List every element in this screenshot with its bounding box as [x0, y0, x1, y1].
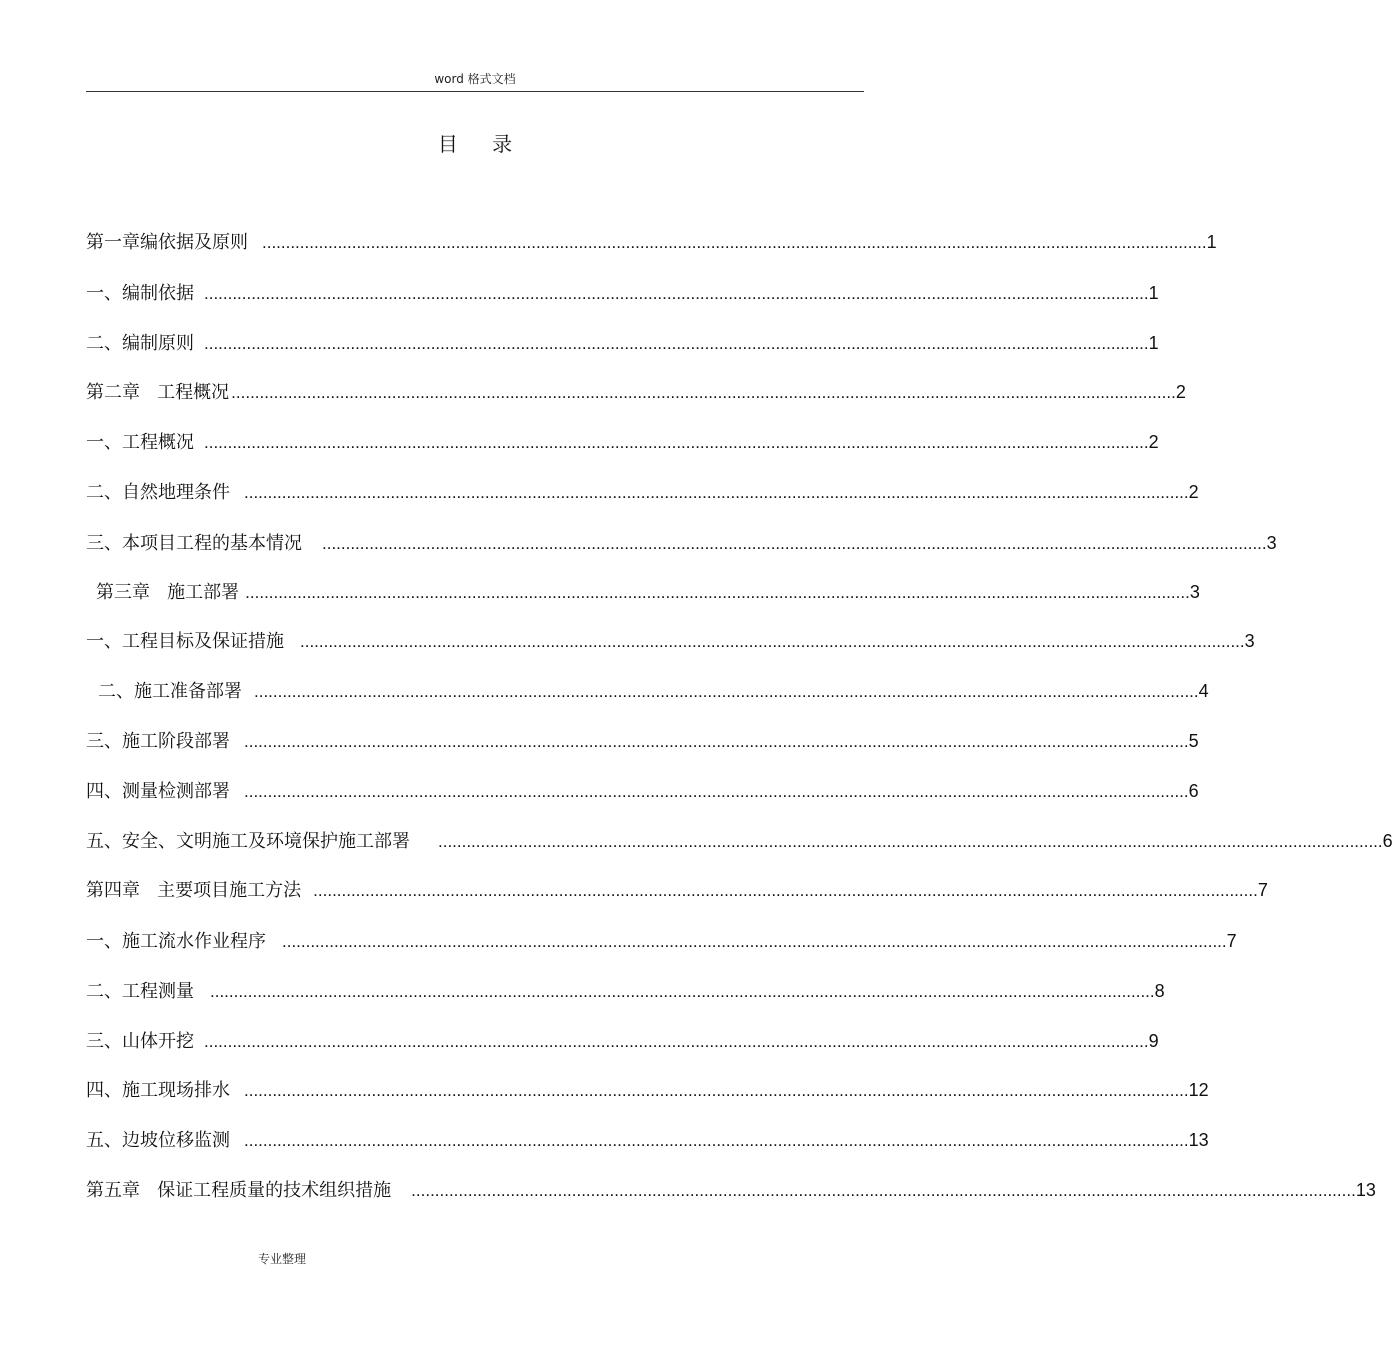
toc-entry[interactable]	[86, 728, 1199, 754]
toc-entry-label: 第五章 保证工程质量的技术组织措施	[86, 1180, 392, 1201]
toc-entry[interactable]	[86, 828, 1393, 854]
toc-entry[interactable]	[86, 479, 1199, 505]
toc-entry-label: 第二章 工程概况	[86, 382, 230, 403]
toc-entry-label: 二、施工准备部署	[98, 681, 242, 702]
toc-leader-dots: ........................................................................................................................................................................................................	[244, 483, 1189, 502]
toc-entry-page: 1	[1148, 283, 1159, 303]
toc-entry-page: 2	[1148, 432, 1159, 452]
toc-entry-label: 二、工程测量	[86, 981, 194, 1002]
toc-entry[interactable]	[86, 628, 1255, 654]
toc-entry-page: 6	[1382, 831, 1393, 851]
toc-entry-page: 13	[1355, 1180, 1376, 1200]
toc-entry-label: 第四章 主要项目施工方法	[86, 880, 302, 901]
toc-entry[interactable]	[86, 877, 1268, 903]
toc-leader-dots: ........................................................................................................................................................................................................	[244, 1081, 1189, 1100]
toc-entry-page: 1	[1206, 232, 1217, 252]
toc-entry-page: 3	[1244, 631, 1255, 651]
toc-entry-label: 五、安全、文明施工及环境保护施工部署	[86, 831, 410, 852]
toc-entry[interactable]	[86, 1177, 1376, 1203]
toc-leader-dots: ........................................................................................................................................................................................................	[204, 433, 1149, 452]
toc-entry-label: 三、本项目工程的基本情况	[86, 533, 302, 554]
toc-entry-page: 8	[1154, 981, 1165, 1001]
toc-entry-label: 三、山体开挖	[86, 1031, 194, 1052]
toc-entry-label: 二、编制原则	[86, 333, 194, 354]
toc-entry-label: 一、编制依据	[86, 283, 194, 304]
toc-leader-dots: ........................................................................................................................................................................................................	[204, 1032, 1149, 1051]
toc-entry[interactable]	[86, 778, 1199, 804]
toc-entry[interactable]	[98, 678, 1209, 704]
toc-entry-label: 第一章编依据及原则	[86, 232, 248, 253]
toc-entry[interactable]	[86, 1077, 1209, 1103]
toc-entry-page: 7	[1226, 931, 1237, 951]
toc-entry-label: 第三章 施工部署	[96, 582, 240, 603]
page-header: word 格式文档	[434, 72, 516, 86]
toc-entry[interactable]	[86, 330, 1159, 356]
toc-entry[interactable]	[86, 978, 1165, 1004]
toc-entry-label: 五、边坡位移监测	[86, 1130, 230, 1151]
toc-entry-page: 4	[1198, 681, 1209, 701]
toc-entry[interactable]	[86, 1028, 1159, 1054]
toc-entry-page: 12	[1188, 1080, 1209, 1100]
toc-leader-dots: ........................................................................................................................................................................................................	[231, 383, 1176, 402]
toc-leader-dots: ........................................................................................................................................................................................................	[262, 233, 1207, 252]
toc-leader-dots: ........................................................................................................................................................................................................	[245, 583, 1190, 602]
toc-entry-label: 三、施工阶段部署	[86, 731, 230, 752]
toc-leader-dots: ........................................................................................................................................................................................................	[322, 534, 1267, 553]
toc-entry-page: 6	[1188, 781, 1199, 801]
toc-entry[interactable]	[86, 429, 1159, 455]
toc-leader-dots: ........................................................................................................................................................................................................	[438, 832, 1383, 851]
toc-entry-page: 3	[1189, 582, 1200, 602]
toc-leader-dots: ........................................................................................................................................................................................................	[411, 1181, 1356, 1200]
toc-title: 目 录	[437, 132, 527, 156]
toc-leader-dots: ........................................................................................................................................................................................................	[254, 682, 1199, 701]
toc-leader-dots: ........................................................................................................................................................................................................	[313, 881, 1258, 900]
toc-entry-page: 5	[1188, 731, 1199, 751]
toc-entry[interactable]	[86, 530, 1277, 556]
page-footer: 专业整理	[258, 1252, 307, 1266]
toc-leader-dots: ........................................................................................................................................................................................................	[204, 334, 1149, 353]
toc-leader-dots: ........................................................................................................................................................................................................	[244, 732, 1189, 751]
toc-entry-label: 一、工程目标及保证措施	[86, 631, 284, 652]
toc-entry[interactable]	[86, 280, 1159, 306]
toc-entry-page: 1	[1148, 333, 1159, 353]
toc-leader-dots: ........................................................................................................................................................................................................	[210, 982, 1155, 1001]
toc-leader-dots: ........................................................................................................................................................................................................	[244, 782, 1189, 801]
toc-entry[interactable]	[86, 1127, 1209, 1153]
toc-leader-dots: ........................................................................................................................................................................................................	[244, 1131, 1189, 1150]
toc-entry-page: 7	[1257, 880, 1268, 900]
toc-entry-label: 四、测量检测部署	[86, 781, 230, 802]
toc-entry-label: 四、施工现场排水	[86, 1080, 230, 1101]
toc-entry[interactable]	[86, 229, 1217, 255]
toc-leader-dots: ........................................................................................................................................................................................................	[282, 932, 1227, 951]
toc-entry[interactable]	[96, 579, 1200, 605]
toc-entry-page: 3	[1266, 533, 1277, 553]
toc-leader-dots: ........................................................................................................................................................................................................	[300, 632, 1245, 651]
toc-entry-label: 二、自然地理条件	[86, 482, 230, 503]
toc-entry-page: 2	[1175, 382, 1186, 402]
toc-entry-page: 13	[1188, 1130, 1209, 1150]
toc-entry-page: 2	[1188, 482, 1199, 502]
toc-leader-dots: ........................................................................................................................................................................................................	[204, 284, 1149, 303]
toc-entry[interactable]	[86, 928, 1237, 954]
toc-entry-label: 一、工程概况	[86, 432, 194, 453]
toc-entry-label: 一、施工流水作业程序	[86, 931, 266, 952]
toc-entry[interactable]	[86, 379, 1186, 405]
toc-entry-page: 9	[1148, 1031, 1159, 1051]
